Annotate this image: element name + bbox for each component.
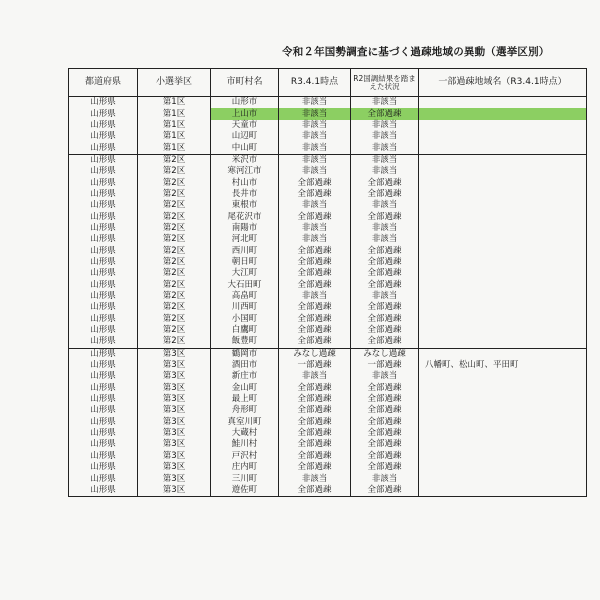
cell-partial-area xyxy=(419,131,587,142)
cell-r2-status: 全部過疎 xyxy=(351,394,419,405)
cell-prefecture: 山形県 xyxy=(69,291,138,302)
table-row xyxy=(69,200,587,211)
cell-partial-area xyxy=(419,302,587,313)
cell-prefecture: 山形県 xyxy=(69,348,138,360)
cell-r3-status: 全部過疎 xyxy=(279,314,351,325)
cell-r2-status: みなし過疎 xyxy=(351,348,419,360)
cell-partial-area xyxy=(419,142,587,154)
cell-partial-area xyxy=(419,394,587,405)
cell-r2-status: 全部過疎 xyxy=(351,485,419,497)
cell-prefecture: 山形県 xyxy=(69,166,138,177)
cell-r2-status: 全部過疎 xyxy=(351,189,419,200)
cell-r3-status: 全部過疎 xyxy=(279,485,351,497)
cell-prefecture: 山形県 xyxy=(69,97,138,109)
cell-r2-status: 全部過疎 xyxy=(351,439,419,450)
cell-municipality: 鮭川村 xyxy=(211,439,279,450)
cell-district: 第2区 xyxy=(138,325,211,336)
header-r2-status: R2国調結果を踏まえた状況 xyxy=(351,69,419,97)
cell-district: 第2区 xyxy=(138,268,211,279)
table-row xyxy=(69,211,587,222)
table-row xyxy=(69,154,587,166)
cell-municipality: 大蔵村 xyxy=(211,428,279,439)
cell-district: 第3区 xyxy=(138,348,211,360)
cell-prefecture: 山形県 xyxy=(69,131,138,142)
cell-prefecture: 山形県 xyxy=(69,336,138,348)
cell-district: 第1区 xyxy=(138,142,211,154)
table-row xyxy=(69,189,587,200)
cell-prefecture: 山形県 xyxy=(69,314,138,325)
cell-district: 第3区 xyxy=(138,473,211,484)
cell-prefecture: 山形県 xyxy=(69,268,138,279)
cell-partial-area xyxy=(419,234,587,245)
cell-prefecture: 山形県 xyxy=(69,211,138,222)
table-row xyxy=(69,348,587,360)
cell-district: 第2区 xyxy=(138,302,211,313)
cell-prefecture: 山形県 xyxy=(69,280,138,291)
cell-partial-area xyxy=(419,451,587,462)
table-row xyxy=(69,245,587,256)
cell-r2-status: 非該当 xyxy=(351,234,419,245)
cell-r3-status: 非該当 xyxy=(279,120,351,131)
cell-r3-status: 全部過疎 xyxy=(279,189,351,200)
cell-r2-status: 非該当 xyxy=(351,131,419,142)
cell-partial-area xyxy=(419,120,587,131)
cell-prefecture: 山形県 xyxy=(69,417,138,428)
cell-partial-area xyxy=(419,166,587,177)
cell-municipality: 酒田市 xyxy=(211,360,279,371)
cell-district: 第3区 xyxy=(138,383,211,394)
cell-district: 第1区 xyxy=(138,108,211,119)
cell-r3-status: 非該当 xyxy=(279,234,351,245)
cell-municipality: 新庄市 xyxy=(211,371,279,382)
cell-r2-status: 一部過疎 xyxy=(351,360,419,371)
cell-district: 第2区 xyxy=(138,291,211,302)
cell-prefecture: 山形県 xyxy=(69,473,138,484)
cell-district: 第3区 xyxy=(138,439,211,450)
cell-municipality: 真室川町 xyxy=(211,417,279,428)
cell-municipality: 高畠町 xyxy=(211,291,279,302)
cell-r3-status: 全部過疎 xyxy=(279,383,351,394)
cell-r2-status: 全部過疎 xyxy=(351,383,419,394)
cell-partial-area xyxy=(419,417,587,428)
cell-r3-status: 全部過疎 xyxy=(279,451,351,462)
table-row xyxy=(69,383,587,394)
cell-r2-status: 全部過疎 xyxy=(351,462,419,473)
cell-municipality: 戸沢村 xyxy=(211,451,279,462)
cell-municipality: 金山町 xyxy=(211,383,279,394)
cell-municipality: 寒河江市 xyxy=(211,166,279,177)
table-row xyxy=(69,234,587,245)
cell-partial-area xyxy=(419,223,587,234)
cell-prefecture: 山形県 xyxy=(69,371,138,382)
cell-r2-status: 全部過疎 xyxy=(351,268,419,279)
table-row xyxy=(69,428,587,439)
cell-partial-area xyxy=(419,154,587,166)
cell-municipality: 飯豊町 xyxy=(211,336,279,348)
cell-municipality: 庄内町 xyxy=(211,462,279,473)
cell-r3-status: 非該当 xyxy=(279,473,351,484)
cell-district: 第2区 xyxy=(138,166,211,177)
cell-prefecture: 山形県 xyxy=(69,142,138,154)
cell-district: 第2区 xyxy=(138,280,211,291)
cell-district: 第3区 xyxy=(138,485,211,497)
cell-r3-status: 非該当 xyxy=(279,200,351,211)
cell-r2-status: 全部過疎 xyxy=(351,336,419,348)
cell-r3-status: 非該当 xyxy=(279,108,351,119)
cell-district: 第2区 xyxy=(138,257,211,268)
cell-municipality: 中山町 xyxy=(211,142,279,154)
cell-district: 第2区 xyxy=(138,154,211,166)
cell-r3-status: 全部過疎 xyxy=(279,428,351,439)
cell-municipality: 河北町 xyxy=(211,234,279,245)
header-r3-status: R3.4.1時点 xyxy=(279,69,351,97)
cell-r2-status: 全部過疎 xyxy=(351,257,419,268)
cell-district: 第3区 xyxy=(138,394,211,405)
cell-r3-status: 非該当 xyxy=(279,291,351,302)
cell-r2-status: 全部過疎 xyxy=(351,245,419,256)
cell-prefecture: 山形県 xyxy=(69,428,138,439)
cell-prefecture: 山形県 xyxy=(69,485,138,497)
cell-r2-status: 全部過疎 xyxy=(351,177,419,188)
table-row xyxy=(69,451,587,462)
cell-district: 第3区 xyxy=(138,405,211,416)
cell-partial-area xyxy=(419,280,587,291)
cell-r2-status: 非該当 xyxy=(351,166,419,177)
table-body xyxy=(69,97,587,497)
table-row xyxy=(69,314,587,325)
cell-r3-status: 全部過疎 xyxy=(279,325,351,336)
cell-municipality: 大江町 xyxy=(211,268,279,279)
table-row xyxy=(69,120,587,131)
cell-district: 第2区 xyxy=(138,336,211,348)
cell-prefecture: 山形県 xyxy=(69,120,138,131)
cell-r3-status: 非該当 xyxy=(279,142,351,154)
cell-partial-area xyxy=(419,348,587,360)
cell-district: 第2区 xyxy=(138,200,211,211)
cell-municipality: 西川町 xyxy=(211,245,279,256)
cell-r2-status: 非該当 xyxy=(351,371,419,382)
cell-r3-status: 全部過疎 xyxy=(279,439,351,450)
cell-prefecture: 山形県 xyxy=(69,462,138,473)
cell-r2-status: 全部過疎 xyxy=(351,314,419,325)
table-row xyxy=(69,280,587,291)
cell-r2-status: 全部過疎 xyxy=(351,325,419,336)
cell-prefecture: 山形県 xyxy=(69,394,138,405)
cell-partial-area xyxy=(419,383,587,394)
cell-district: 第3区 xyxy=(138,417,211,428)
cell-r2-status: 全部過疎 xyxy=(351,302,419,313)
cell-prefecture: 山形県 xyxy=(69,177,138,188)
cell-partial-area xyxy=(419,108,587,119)
cell-r3-status: 非該当 xyxy=(279,97,351,109)
table-row xyxy=(69,268,587,279)
cell-r2-status: 非該当 xyxy=(351,223,419,234)
table-row xyxy=(69,405,587,416)
cell-prefecture: 山形県 xyxy=(69,245,138,256)
table-row xyxy=(69,142,587,154)
cell-partial-area xyxy=(419,211,587,222)
cell-partial-area xyxy=(419,485,587,497)
cell-district: 第2区 xyxy=(138,177,211,188)
cell-partial-area: 八幡町、松山町、平田町 xyxy=(419,360,587,371)
document-title: 令和２年国勢調査に基づく過疎地域の異動（選挙区別） xyxy=(282,46,550,58)
cell-district: 第3区 xyxy=(138,451,211,462)
cell-r3-status: 全部過疎 xyxy=(279,257,351,268)
cell-partial-area xyxy=(419,245,587,256)
cell-municipality: 鶴岡市 xyxy=(211,348,279,360)
cell-partial-area xyxy=(419,439,587,450)
cell-prefecture: 山形県 xyxy=(69,360,138,371)
table-row xyxy=(69,417,587,428)
cell-r3-status: 全部過疎 xyxy=(279,417,351,428)
cell-r3-status: 全部過疎 xyxy=(279,302,351,313)
table-row xyxy=(69,325,587,336)
cell-r3-status: 全部過疎 xyxy=(279,394,351,405)
table-row xyxy=(69,166,587,177)
table-row xyxy=(69,462,587,473)
cell-partial-area xyxy=(419,462,587,473)
cell-district: 第1区 xyxy=(138,131,211,142)
table-row xyxy=(69,291,587,302)
cell-partial-area xyxy=(419,336,587,348)
cell-r3-status: 非該当 xyxy=(279,166,351,177)
cell-district: 第3区 xyxy=(138,428,211,439)
table-row xyxy=(69,108,587,119)
cell-municipality: 山辺町 xyxy=(211,131,279,142)
cell-municipality: 舟形町 xyxy=(211,405,279,416)
cell-district: 第1区 xyxy=(138,97,211,109)
cell-municipality: 東根市 xyxy=(211,200,279,211)
cell-prefecture: 山形県 xyxy=(69,383,138,394)
cell-r2-status: 全部過疎 xyxy=(351,451,419,462)
cell-r2-status: 非該当 xyxy=(351,120,419,131)
cell-r3-status: 非該当 xyxy=(279,223,351,234)
cell-r2-status: 非該当 xyxy=(351,291,419,302)
cell-district: 第3区 xyxy=(138,462,211,473)
cell-district: 第2区 xyxy=(138,234,211,245)
cell-prefecture: 山形県 xyxy=(69,405,138,416)
cell-municipality: 尾花沢市 xyxy=(211,211,279,222)
table-row xyxy=(69,302,587,313)
cell-r2-status: 全部過疎 xyxy=(351,428,419,439)
cell-municipality: 三川町 xyxy=(211,473,279,484)
cell-district: 第3区 xyxy=(138,371,211,382)
cell-r2-status: 全部過疎 xyxy=(351,280,419,291)
cell-partial-area xyxy=(419,97,587,109)
cell-partial-area xyxy=(419,405,587,416)
cell-partial-area xyxy=(419,268,587,279)
cell-r3-status: みなし過疎 xyxy=(279,348,351,360)
table-row xyxy=(69,257,587,268)
cell-r2-status: 非該当 xyxy=(351,154,419,166)
table-header-row xyxy=(69,69,587,97)
table-row xyxy=(69,394,587,405)
cell-r3-status: 全部過疎 xyxy=(279,177,351,188)
header-partial-area: 一部過疎地域名（R3.4.1時点） xyxy=(419,69,587,97)
cell-municipality: 米沢市 xyxy=(211,154,279,166)
cell-partial-area xyxy=(419,325,587,336)
cell-partial-area xyxy=(419,257,587,268)
cell-prefecture: 山形県 xyxy=(69,325,138,336)
cell-r3-status: 全部過疎 xyxy=(279,211,351,222)
header-municipality: 市町村名 xyxy=(211,69,279,97)
cell-municipality: 遊佐町 xyxy=(211,485,279,497)
cell-r3-status: 全部過疎 xyxy=(279,268,351,279)
cell-district: 第3区 xyxy=(138,360,211,371)
cell-r2-status: 全部過疎 xyxy=(351,108,419,119)
cell-partial-area xyxy=(419,473,587,484)
table-row xyxy=(69,97,587,109)
table-row xyxy=(69,223,587,234)
cell-r2-status: 非該当 xyxy=(351,142,419,154)
table-row xyxy=(69,360,587,371)
cell-partial-area xyxy=(419,428,587,439)
cell-district: 第2区 xyxy=(138,245,211,256)
cell-partial-area xyxy=(419,177,587,188)
cell-municipality: 南陽市 xyxy=(211,223,279,234)
cell-municipality: 最上町 xyxy=(211,394,279,405)
table-row xyxy=(69,336,587,348)
cell-municipality: 朝日町 xyxy=(211,257,279,268)
cell-prefecture: 山形県 xyxy=(69,302,138,313)
cell-r3-status: 全部過疎 xyxy=(279,462,351,473)
cell-prefecture: 山形県 xyxy=(69,439,138,450)
cell-r3-status: 非該当 xyxy=(279,131,351,142)
cell-partial-area xyxy=(419,189,587,200)
cell-r2-status: 全部過疎 xyxy=(351,417,419,428)
cell-municipality: 村山市 xyxy=(211,177,279,188)
table-row xyxy=(69,439,587,450)
cell-r3-status: 非該当 xyxy=(279,154,351,166)
cell-prefecture: 山形県 xyxy=(69,257,138,268)
cell-municipality: 長井市 xyxy=(211,189,279,200)
depopulation-table xyxy=(68,68,587,497)
cell-prefecture: 山形県 xyxy=(69,223,138,234)
cell-r3-status: 全部過疎 xyxy=(279,245,351,256)
header-district: 小選挙区 xyxy=(138,69,211,97)
header-prefecture: 都道府県 xyxy=(69,69,138,97)
cell-prefecture: 山形県 xyxy=(69,451,138,462)
cell-partial-area xyxy=(419,314,587,325)
cell-municipality: 天童市 xyxy=(211,120,279,131)
table-row xyxy=(69,177,587,188)
cell-r2-status: 非該当 xyxy=(351,97,419,109)
cell-r2-status: 非該当 xyxy=(351,200,419,211)
cell-r3-status: 全部過疎 xyxy=(279,405,351,416)
table-row xyxy=(69,371,587,382)
cell-district: 第1区 xyxy=(138,120,211,131)
cell-municipality: 小国町 xyxy=(211,314,279,325)
cell-district: 第2区 xyxy=(138,314,211,325)
table-row xyxy=(69,473,587,484)
cell-r3-status: 全部過疎 xyxy=(279,280,351,291)
cell-prefecture: 山形県 xyxy=(69,154,138,166)
cell-partial-area xyxy=(419,371,587,382)
cell-r3-status: 一部過疎 xyxy=(279,360,351,371)
cell-district: 第2区 xyxy=(138,211,211,222)
cell-r2-status: 非該当 xyxy=(351,473,419,484)
cell-partial-area xyxy=(419,291,587,302)
cell-district: 第2区 xyxy=(138,223,211,234)
cell-municipality: 上山市 xyxy=(211,108,279,119)
cell-r3-status: 非該当 xyxy=(279,371,351,382)
cell-prefecture: 山形県 xyxy=(69,108,138,119)
cell-r2-status: 全部過疎 xyxy=(351,405,419,416)
cell-partial-area xyxy=(419,200,587,211)
cell-municipality: 川西町 xyxy=(211,302,279,313)
cell-municipality: 山形市 xyxy=(211,97,279,109)
cell-municipality: 大石田町 xyxy=(211,280,279,291)
cell-prefecture: 山形県 xyxy=(69,234,138,245)
cell-municipality: 白鷹町 xyxy=(211,325,279,336)
table-row xyxy=(69,485,587,497)
cell-prefecture: 山形県 xyxy=(69,189,138,200)
cell-prefecture: 山形県 xyxy=(69,200,138,211)
table-row xyxy=(69,131,587,142)
cell-r2-status: 全部過疎 xyxy=(351,211,419,222)
cell-district: 第2区 xyxy=(138,189,211,200)
cell-r3-status: 全部過疎 xyxy=(279,336,351,348)
